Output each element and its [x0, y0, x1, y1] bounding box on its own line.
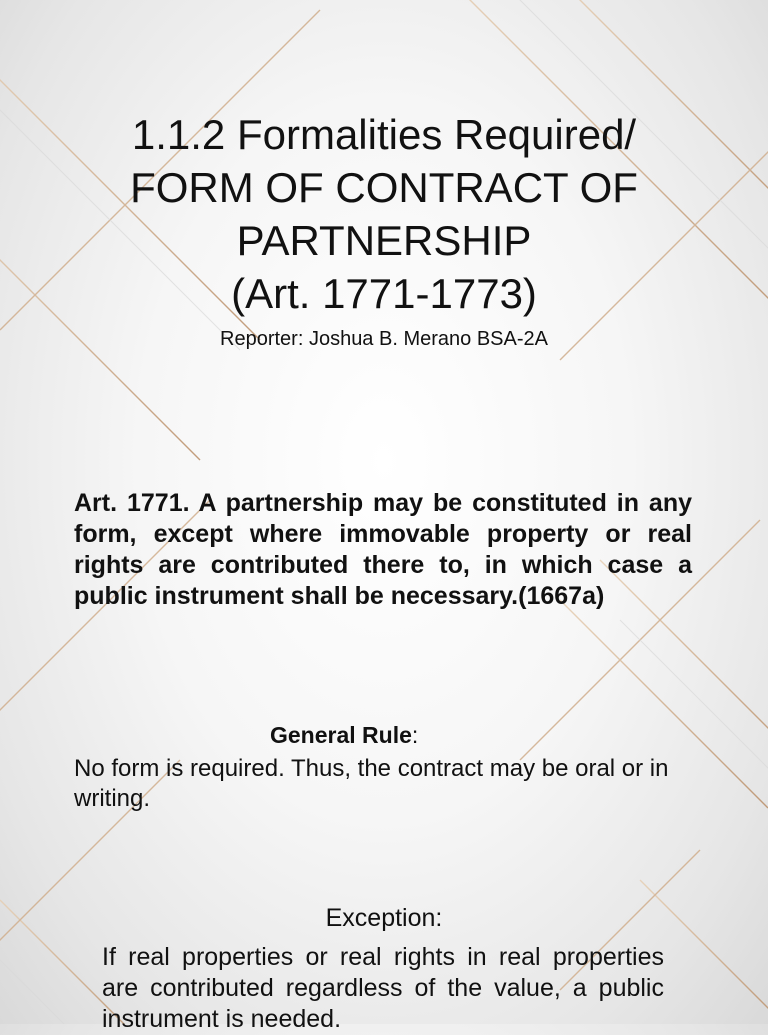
title-line: PARTNERSHIP — [236, 217, 532, 264]
exception-heading: Exception: — [325, 904, 443, 932]
title-line: (Art. 1771-1773) — [231, 270, 537, 317]
general-rule-heading — [270, 722, 418, 749]
exception-text: If real properties or real rights in real properties are contributed regardless of the value, a public instrument is needed. — [102, 943, 664, 1033]
general-rule-label: General Rule — [270, 722, 412, 748]
general-rule-text: No form is required. Thus, the contract may be oral or in writing. — [74, 755, 669, 812]
title-line: 1.1.2 Formalities Required/ — [131, 111, 637, 158]
article-1771-text: Art. 1771. A partnership may be constituted in any form, except where immovable property or real rights are contributed there to, in which case a public instrument shall be necessary.(1667a) — [74, 489, 692, 610]
general-rule-colon: : — [411, 722, 419, 748]
title-line: FORM OF CONTRACT OF — [130, 164, 638, 211]
reporter-line: Reporter: Joshua B. Merano BSA-2A — [220, 328, 548, 350]
slide-title — [60, 108, 708, 320]
